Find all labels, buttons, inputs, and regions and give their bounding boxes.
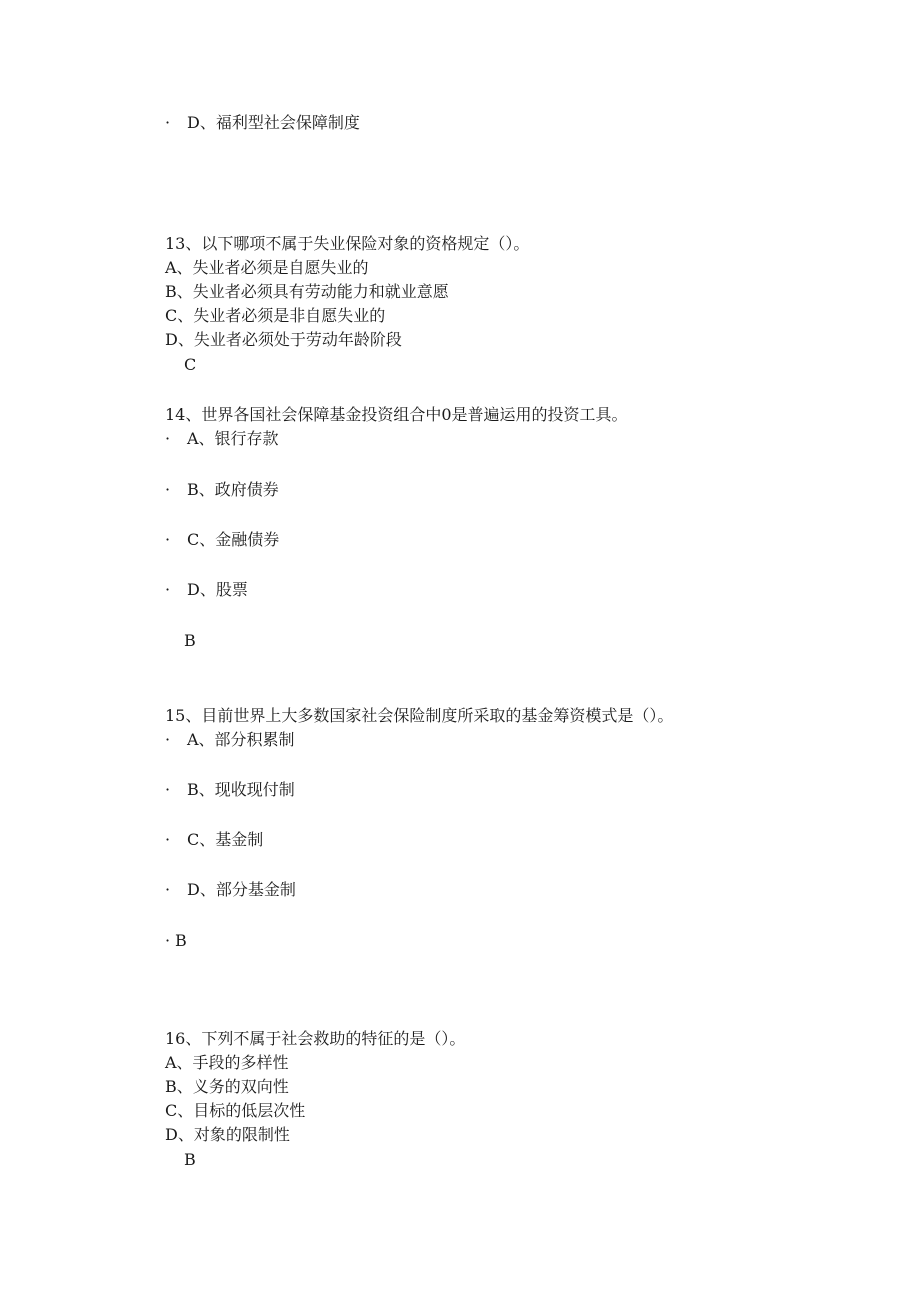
q13-question: 13、以下哪项不属于失业保险对象的资格规定（）。	[165, 234, 530, 253]
q13-option-d: D、失业者必须处于劳动年龄阶段	[165, 330, 402, 349]
bullet: ·	[165, 730, 171, 749]
q14-option-c	[165, 530, 279, 550]
option-text: D、福利型社会保障制度	[187, 113, 360, 132]
option-text: B、政府债券	[187, 480, 279, 499]
q15-question: 15、目前世界上大多数国家社会保险制度所采取的基金筹资模式是（）。	[165, 706, 674, 725]
bullet: ·	[165, 880, 171, 899]
q16-question: 16、下列不属于社会救助的特征的是（）。	[165, 1029, 466, 1048]
bullet: ·	[165, 530, 171, 549]
q16-option-c: C、目标的低层次性	[165, 1101, 306, 1120]
option-text: A、部分积累制	[187, 730, 295, 749]
q15-option-b	[165, 780, 295, 800]
q14-option-d	[165, 580, 248, 600]
q15-option-a	[165, 730, 295, 750]
bullet: ·	[165, 780, 171, 799]
option-text: C、基金制	[187, 830, 264, 849]
bullet: ·	[165, 830, 171, 849]
q13-option-c: C、失业者必须是非自愿失业的	[165, 306, 386, 325]
q12-option-d	[165, 113, 360, 133]
q16-option-b: B、义务的双向性	[165, 1077, 289, 1096]
option-text: A、银行存款	[187, 429, 279, 448]
option-text: B、现收现付制	[187, 780, 295, 799]
q13-option-a: A、失业者必须是自愿失业的	[165, 258, 369, 277]
q15-option-c	[165, 830, 263, 850]
option-text: D、部分基金制	[187, 880, 296, 899]
q15-option-d	[165, 880, 296, 900]
q14-option-b	[165, 480, 279, 500]
bullet: ·	[165, 429, 171, 448]
bullet: ·	[165, 931, 171, 950]
q15-answer	[165, 931, 187, 951]
q13-answer: C	[184, 355, 197, 374]
q14-answer: B	[184, 631, 196, 650]
bullet: ·	[165, 580, 171, 599]
q14-question: 14、世界各国社会保障基金投资组合中0是普遍运用的投资工具。	[165, 405, 628, 424]
q16-answer: B	[184, 1150, 196, 1169]
bullet: ·	[165, 113, 171, 132]
option-text: D、股票	[187, 580, 248, 599]
q16-option-a: A、手段的多样性	[165, 1053, 289, 1072]
bullet: ·	[165, 480, 171, 499]
answer-text: B	[175, 931, 187, 950]
q16-option-d: D、对象的限制性	[165, 1125, 290, 1144]
q13-option-b: B、失业者必须具有劳动能力和就业意愿	[165, 282, 449, 301]
q14-option-a	[165, 429, 279, 449]
option-text: C、金融债券	[187, 530, 280, 549]
